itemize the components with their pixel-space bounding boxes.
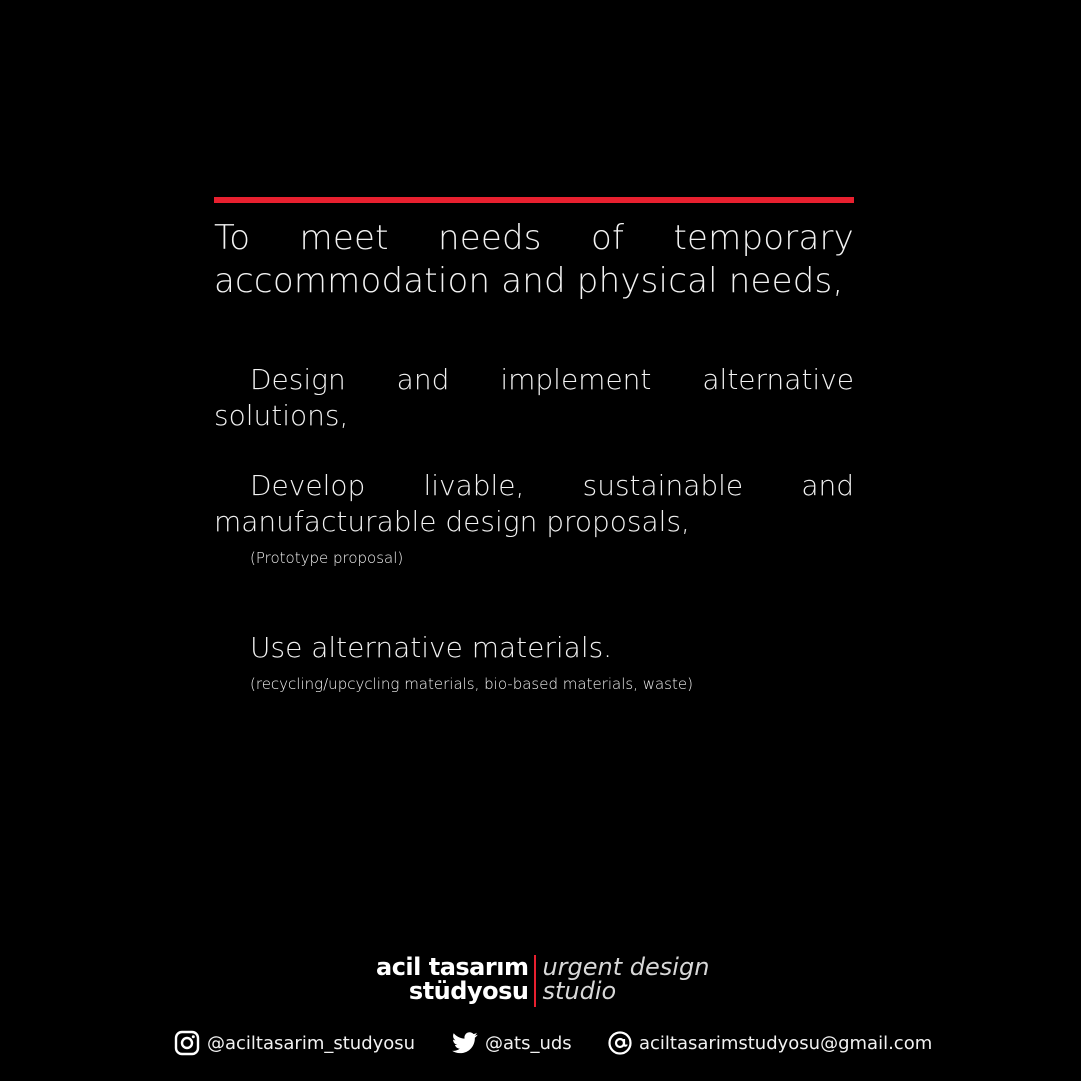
instagram-icon (174, 1030, 200, 1056)
at-sign-icon (608, 1031, 632, 1055)
instagram-handle: @aciltasarim_studyosu (207, 1032, 416, 1054)
email-link[interactable] (608, 1028, 932, 1058)
logo-name (376, 955, 534, 1007)
goal-note: (recycling/upcycling materials, bio-based materials, waste) (250, 675, 693, 693)
twitter-link[interactable] (452, 1028, 572, 1058)
goal-item: Use alternative materials. (250, 631, 613, 664)
intro-block (214, 197, 854, 303)
logo-name-line1: acil tasarım (376, 953, 529, 981)
logo-tag-line1: urgent design (542, 953, 710, 981)
goal-note: (Prototype proposal) (250, 549, 404, 567)
goals-list (214, 362, 854, 694)
studio-logo (376, 955, 709, 1007)
twitter-handle: @ats_uds (485, 1032, 572, 1054)
twitter-icon (452, 1032, 478, 1054)
goal-item: Develop livable, sustainable and manufacturable design proposals, (214, 469, 854, 538)
logo-tag-line2: studio (542, 977, 617, 1005)
goal-item: Design and implement alternative solutions, (214, 363, 854, 432)
accent-bar (214, 197, 854, 203)
instagram-link[interactable] (174, 1028, 415, 1058)
email-address: aciltasarimstudyosu@gmail.com (639, 1032, 933, 1054)
intro-text: To meet needs of temporary accommodation and physical needs, (214, 218, 854, 301)
logo-tagline (536, 955, 709, 1007)
logo-name-line2: stüdyosu (408, 977, 529, 1005)
footer-contacts (174, 1028, 933, 1058)
